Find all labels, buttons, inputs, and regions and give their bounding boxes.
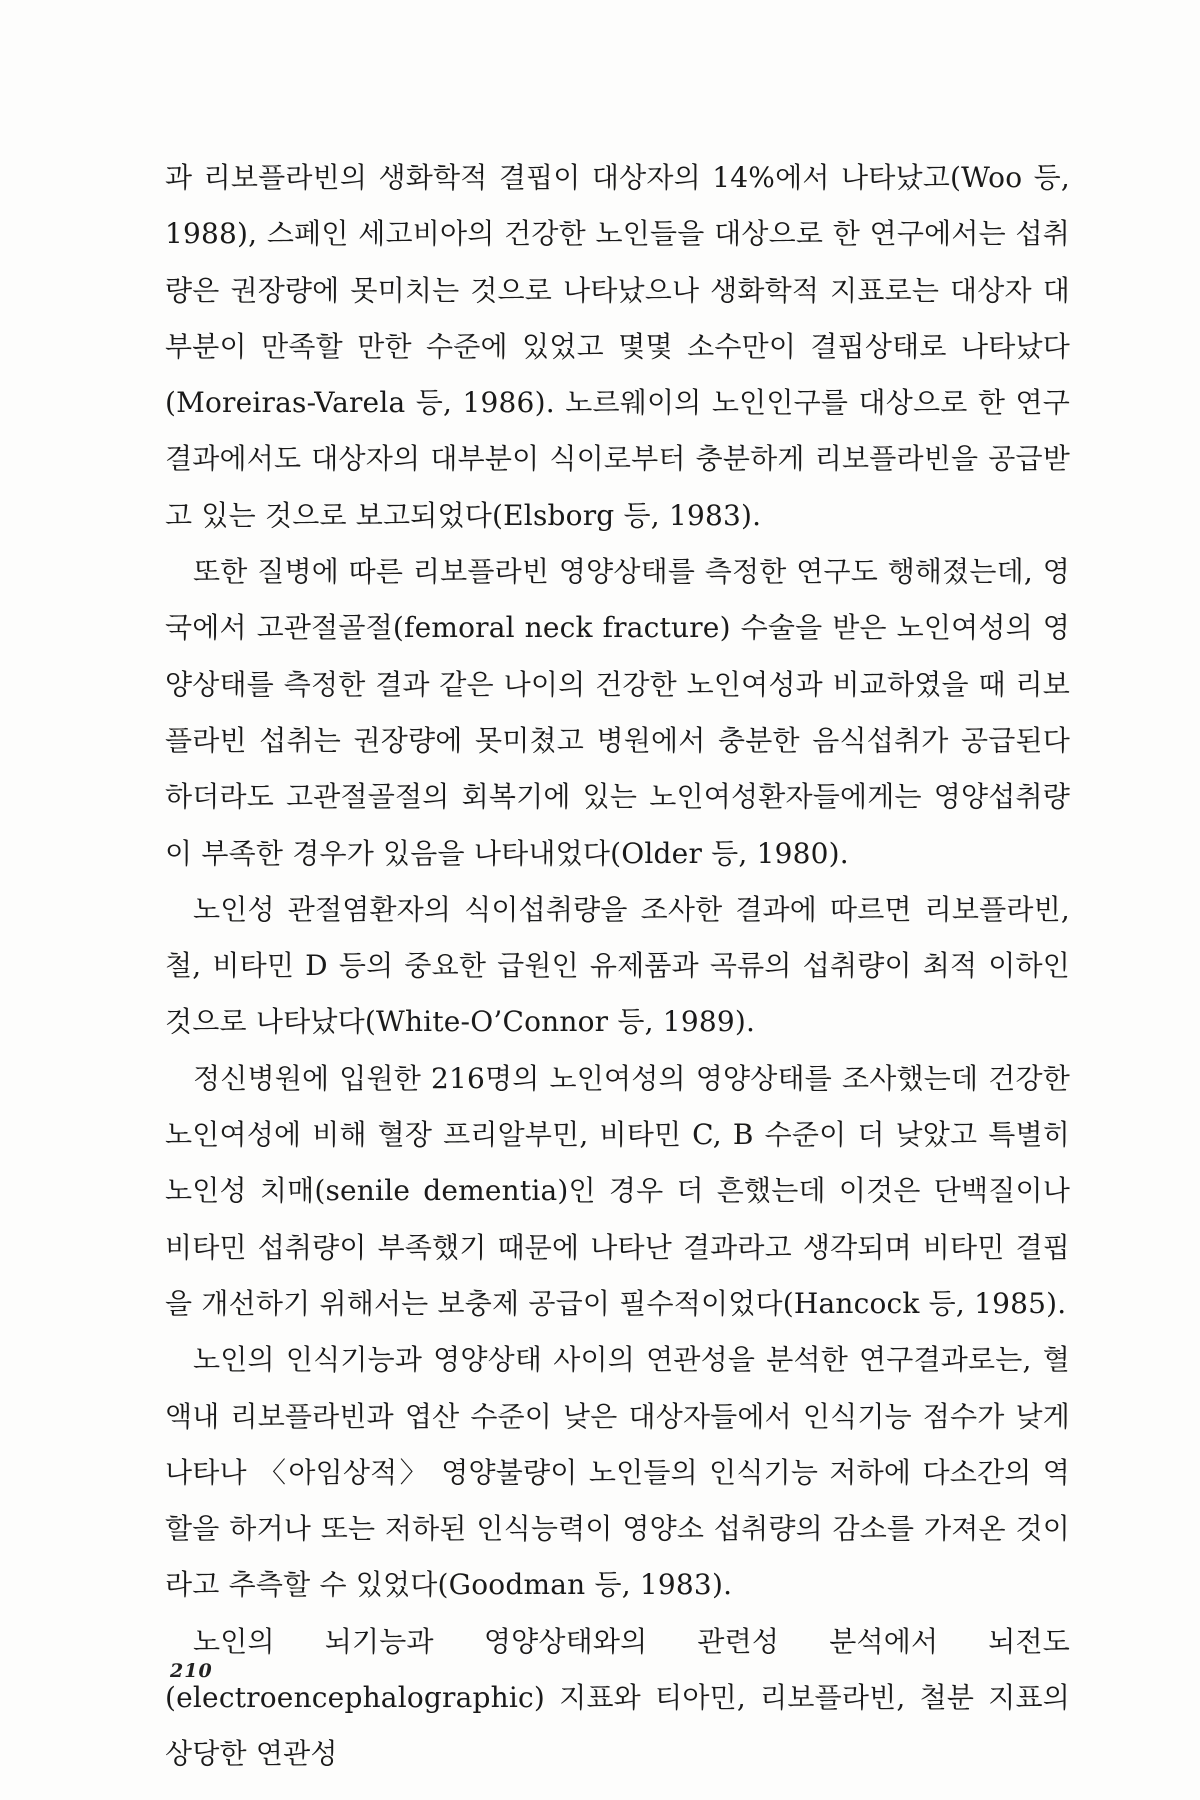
paragraph-4: 정신병원에 입원한 216명의 노인여성의 영양상태를 조사했는데 건강한 노인여성에 비해 혈장 프리알부민, 비타민 C, B 수준이 더 낮았고 특별히 노인성 치매(senile dementia)인 경우 더 흔했는데 이것은 단백질이나 비타민 섭취량이 부족했기 때문에 나타난 결과라고 생각되며 비타민 결핍을 개선하기 위해서는 보충제 공급이 필수적이었다(Hancock 등, 1985). bbox=[165, 1061, 1070, 1320]
body-text bbox=[165, 150, 1070, 1783]
page-number: 210 bbox=[170, 1660, 213, 1682]
paragraph-1: 과 리보플라빈의 생화학적 결핍이 대상자의 14%에서 나타났고(Woo 등, 1988), 스페인 세고비아의 건강한 노인들을 대상으로 한 연구에서는 섭취량은 권장량에 못미치는 것으로 나타났으나 생화학적 지표로는 대상자 대부분이 만족할 만한 수준에 있었고 몇몇 소수만이 결핍상태로 나타났다(Moreiras-Varela 등, 1986). 노르웨이의 노인인구를 대상으로 한 연구결과에서도 대상자의 대부분이 식이로부터 충분하게 리보플라빈을 공급받고 있는 것으로 보고되었다(Elsborg 등, 1983). bbox=[165, 161, 1070, 532]
paragraph-6: 노인의 뇌기능과 영양상태와의 관련성 분석에서 뇌전도(electroencephalographic) 지표와 티아민, 리보플라빈, 철분 지표의 상당한 연관성 bbox=[165, 1624, 1070, 1771]
paragraph-5: 노인의 인식기능과 영양상태 사이의 연관성을 분석한 연구결과로는, 혈액내 리보플라빈과 엽산 수준이 낮은 대상자들에서 인식기능 점수가 낮게 나타나 〈아임상적〉 영양불량이 노인들의 인식기능 저하에 다소간의 역할을 하거나 또는 저하된 인식능력이 영양소 섭취량의 감소를 가져온 것이라고 추측할 수 있었다(Goodman 등, 1983). bbox=[165, 1343, 1070, 1602]
paragraph-2: 또한 질병에 따른 리보플라빈 영양상태를 측정한 연구도 행해졌는데, 영국에서 고관절골절(femoral neck fracture) 수술을 받은 노인여성의 영양상태를 측정한 결과 같은 나이의 건강한 노인여성과 비교하였을 때 리보플라빈 섭취는 권장량에 못미쳤고 병원에서 충분한 음식섭취가 공급된다 하더라도 고관절골절의 회복기에 있는 노인여성환자들에게는 영양섭취량이 부족한 경우가 있음을 나타내었다(Older 등, 1980). bbox=[165, 555, 1070, 870]
paragraph-3: 노인성 관절염환자의 식이섭취량을 조사한 결과에 따르면 리보플라빈, 철, 비타민 D 등의 중요한 급원인 유제품과 곡류의 섭취량이 최적 이하인 것으로 나타났다(White-O’Connor 등, 1989). bbox=[165, 892, 1070, 1039]
